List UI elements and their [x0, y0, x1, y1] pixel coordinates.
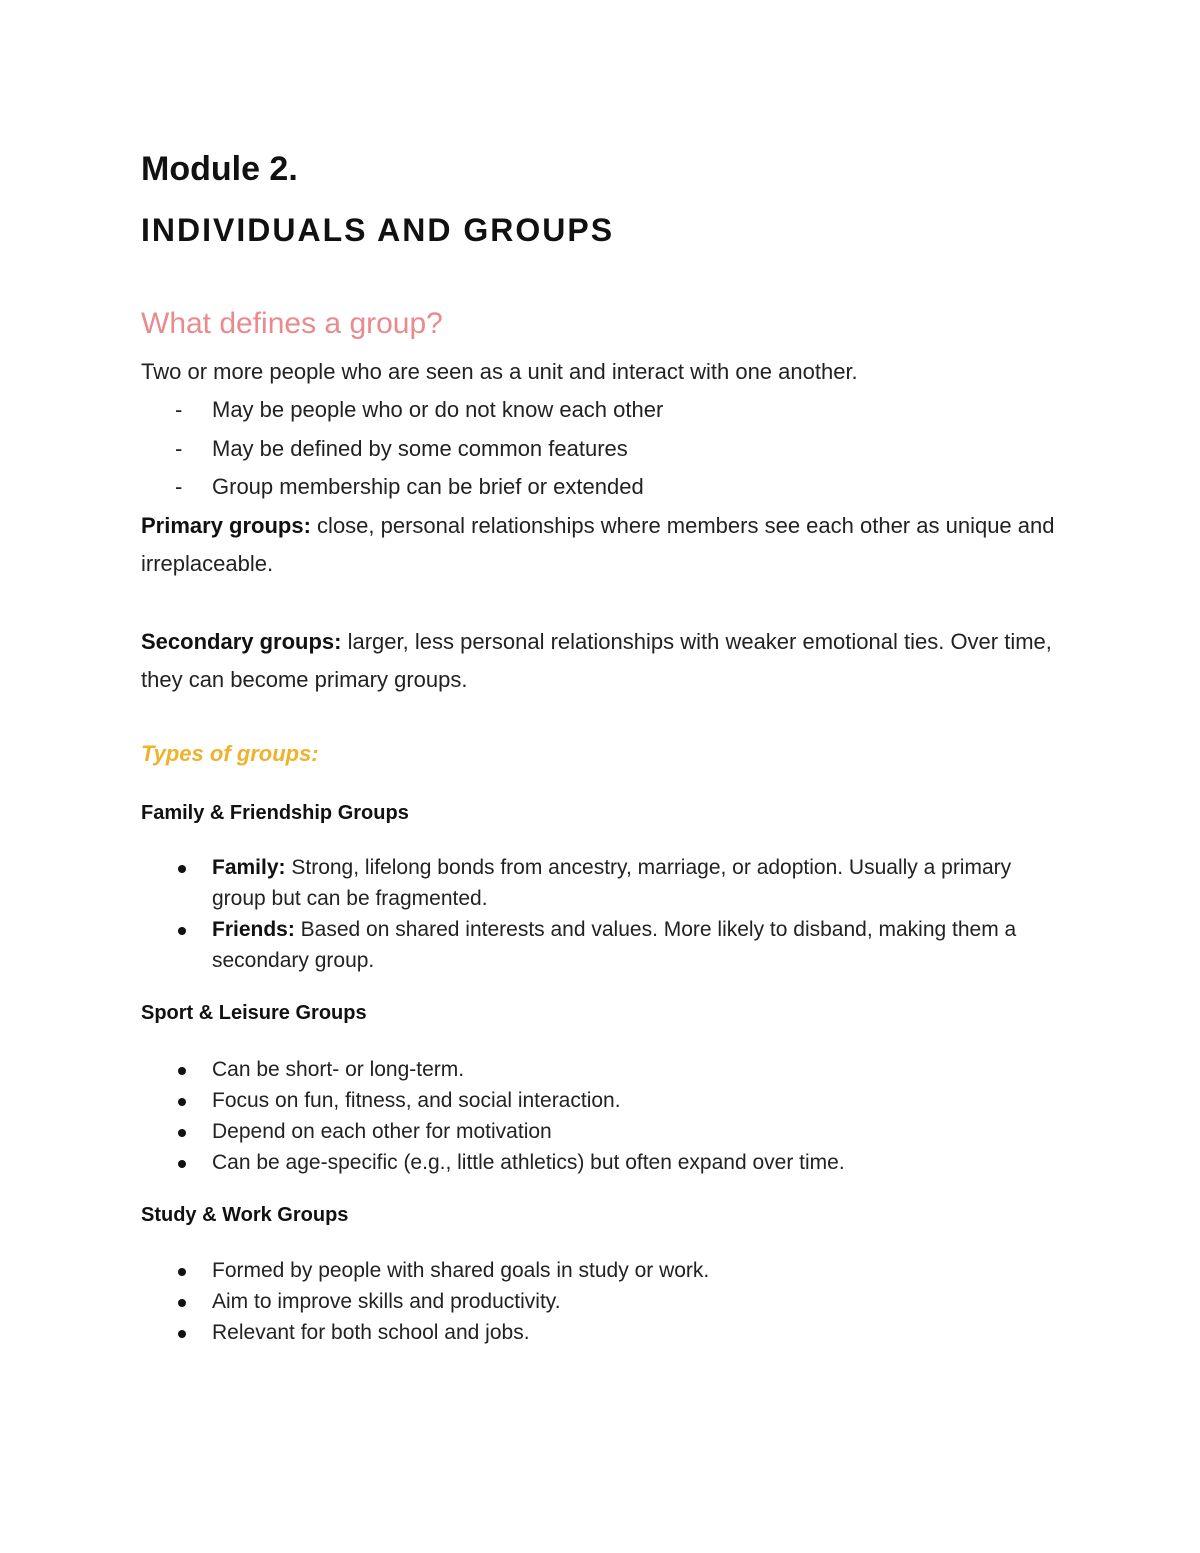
secondary-groups-paragraph: [141, 623, 1061, 699]
primary-groups-text: close, personal relationships where members see each other as unique and irreplaceable.: [141, 513, 1055, 576]
bullet-icon: [178, 1330, 186, 1338]
bullet-icon: [178, 1160, 186, 1168]
list-item: [141, 852, 1021, 914]
list-item: [141, 914, 1021, 976]
list-item-text: Formed by people with shared goals in study or work.: [212, 1259, 710, 1282]
list-item: [141, 468, 663, 507]
dash-marker: -: [175, 474, 183, 499]
list-item-label: Family:: [212, 856, 286, 879]
list-item-text: Based on shared interests and values. More likely to disband, making them a secondary group.: [212, 918, 1017, 972]
family-friendship-heading: Family & Friendship Groups: [141, 802, 409, 824]
dash-marker: -: [175, 397, 183, 422]
list-item-text: May be people who or do not know each other: [212, 397, 664, 422]
bullet-icon: [178, 1098, 186, 1106]
module-subtitle: INDIVIDUALS AND GROUPS: [141, 212, 615, 248]
list-item: [141, 391, 663, 430]
list-item: [141, 1317, 1021, 1348]
study-work-heading: Study & Work Groups: [141, 1204, 349, 1226]
bullet-icon: [178, 1268, 186, 1276]
list-item-text: Group membership can be brief or extended: [212, 474, 644, 499]
dash-marker: -: [175, 435, 183, 461]
list-item-text: Aim to improve skills and productivity.: [212, 1290, 561, 1313]
list-item: [141, 1255, 1021, 1286]
list-item: [141, 1116, 1021, 1147]
bullet-icon: [178, 865, 186, 873]
list-item: [141, 1147, 1021, 1178]
bullet-icon: [178, 1299, 186, 1307]
list-item-text: May be defined by some common features: [212, 435, 628, 461]
list-item-text: Relevant for both school and jobs.: [212, 1321, 530, 1344]
list-item-text: Depend on each other for motivation: [212, 1120, 552, 1143]
family-friendship-list: [141, 852, 1021, 976]
list-item: [141, 430, 663, 469]
types-of-groups-heading: Types of groups:: [141, 741, 319, 766]
list-item: [141, 1286, 1021, 1317]
list-item-text: Strong, lifelong bonds from ancestry, marriage, or adoption. Usually a primary group but can be fragmented.: [212, 856, 1012, 910]
list-item-text: Can be short- or long-term.: [212, 1058, 465, 1081]
module-title: Module 2.: [141, 150, 298, 188]
section-heading-what-defines-group: What defines a group?: [141, 307, 443, 340]
list-item-text: Focus on fun, fitness, and social interaction.: [212, 1089, 621, 1112]
bullet-icon: [178, 927, 186, 935]
group-definition: Two or more people who are seen as a unit and interact with one another.: [141, 359, 858, 384]
list-item-text: Can be age-specific (e.g., little athletics) but often expand over time.: [212, 1151, 845, 1174]
study-work-list: [141, 1255, 1021, 1348]
bullet-icon: [178, 1067, 186, 1075]
list-item: [141, 1054, 1021, 1085]
secondary-groups-text: larger, less personal relationships with weaker emotional ties. Over time, they can become primary groups.: [141, 629, 1052, 692]
primary-groups-paragraph: [141, 507, 1061, 583]
primary-groups-label: Primary groups:: [141, 513, 311, 538]
sport-leisure-heading: Sport & Leisure Groups: [141, 1002, 367, 1024]
definition-points-list: [141, 391, 663, 507]
sport-leisure-list: [141, 1054, 1021, 1178]
list-item: [141, 1085, 1021, 1116]
bullet-icon: [178, 1129, 186, 1137]
list-item-label: Friends:: [212, 918, 295, 941]
secondary-groups-label: Secondary groups:: [141, 629, 342, 654]
